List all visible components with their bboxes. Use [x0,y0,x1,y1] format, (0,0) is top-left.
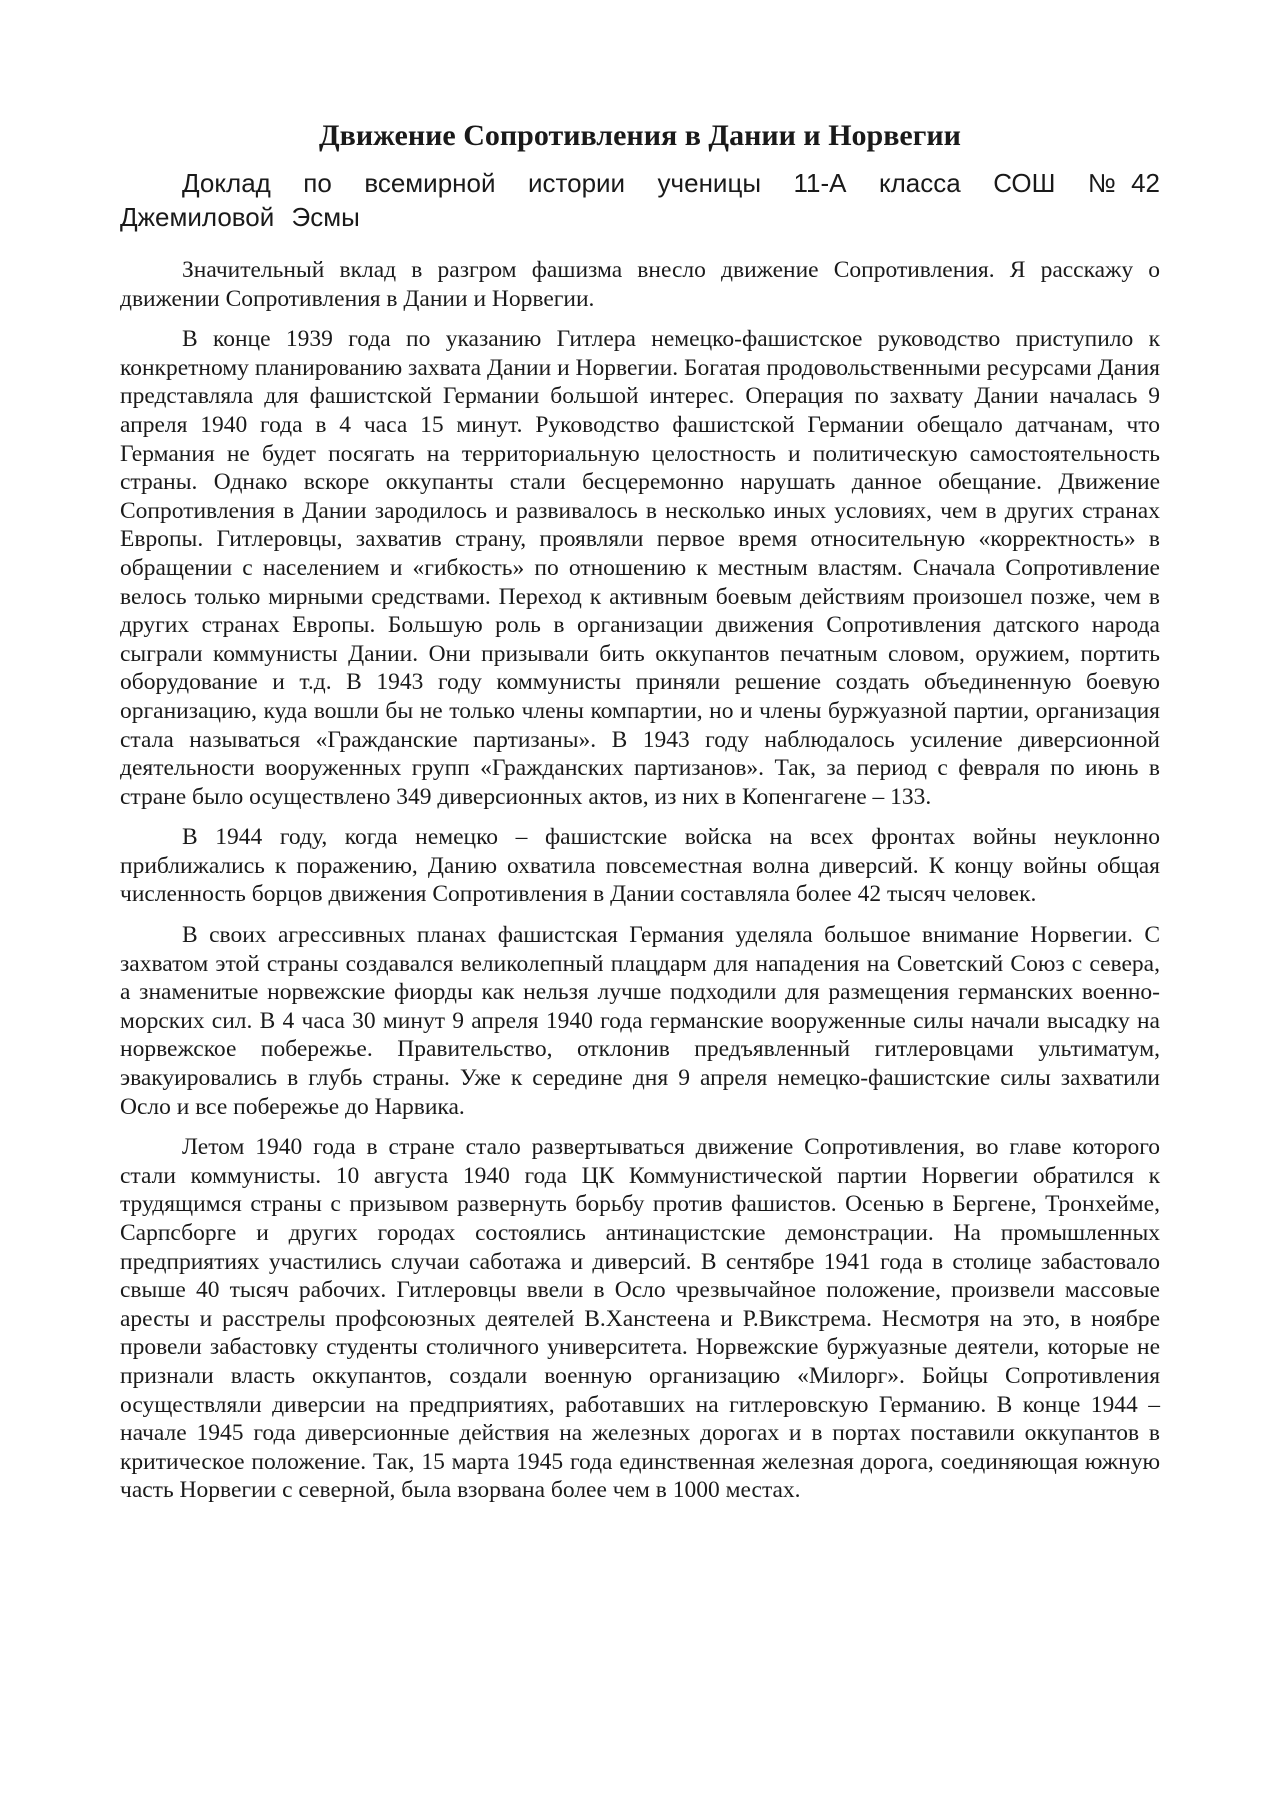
paragraph-norway-resistance: Летом 1940 года в стране стало развертываться движение Сопротивления, во главе которого стали коммунисты. 10 августа 1940 года ЦК Коммунистической партии Норвегии обратился к трудящимся страны с призывом развернуть борьбу против фашистов. Осенью в Бергене, Тронхейме, Сарпсборге и других городах состоялись антинацистские демонстрации. На промышленных предприятиях участились случаи саботажа и диверсий. В сентябре 1941 года в столице забастовало свыше 40 тысяч рабочих. Гитлеровцы ввели в Осло чрезвычайное положение, произвели массовые аресты и расстрелы профсоюзных деятелей В.Ханстеена и Р.Викстрема. Несмотря на это, в ноябре провели забастовку студенты столичного университета. Норвежские буржуазные деятели, которые не признали власть оккупантов, создали военную организацию «Милорг». Бойцы Сопротивления осуществляли диверсии на предприятиях, работавших на гитлеровскую Германию. В конце 1944 – начале 1945 года диверсионные действия на железных дорогах и в портах поставили оккупантов в критическое положение. Так, 15 марта 1945 года единственная железная дорога, соединяющая южную часть Норвегии с северной, была взорвана более чем в 1000 местах. [120,1134,1160,1504]
document-subtitle: Доклад по всемирной истории ученицы 11-А класса СОШ №42 Джемиловой Эсмы [120,168,1160,232]
paragraph-norway-occupation: В своих агрессивных планах фашистская Германия уделяла большое внимание Норвегии. С захватом этой страны создавался великолепный плацдарм для нападения на Советский Союз с севера, а знаменитые норвежские фиорды как нельзя лучше подходили для размещения германских военно-морских сил. В 4 часа 30 минут 9 апреля 1940 года германские вооруженные силы начали высадку на норвежское побережье. Правительство, отклонив предъявленный гитлеровцами ультиматум, эвакуировались в глубь страны. Уже к середине дня 9 апреля немецко-фашистские силы захватили Осло и все побережье до Нарвика. [120,922,1160,1120]
paragraph-intro: Значительный вклад в разгром фашизма внесло движение Сопротивления. Я расскажу о движении Сопротивления в Дании и Норвегии. [120,257,1160,312]
document-title: Движение Сопротивления в Дании и Норвегии [319,119,961,152]
paragraph-denmark-1944: В 1944 году, когда немецко – фашистские войска на всех фронтах войны неуклонно приближались к поражению, Данию охватила повсеместная волна диверсий. К концу войны общая численность борцов движения Сопротивления в Дании составляла более 42 тысяч человек. [120,824,1160,908]
document-page [120,118,1160,1517]
paragraph-denmark-occupation: В конце 1939 года по указанию Гитлера немецко-фашистское руководство приступило к конкретному планированию захвата Дании и Норвегии. Богатая продовольственными ресурсами Дания представляла для фашистской Германии большой интерес. Операция по захвату Дании началась 9 апреля 1940 года в 4 часа 15 минут. Руководство фашистской Германии обещало датчанам, что Германия не будет посягать на территориальную целостность и политическую самостоятельность страны. Однако вскоре оккупанты стали бесцеремонно нарушать данное обещание. Движение Сопротивления в Дании зародилось и развивалось в несколько иных условиях, чем в других странах Европы. Гитлеровцы, захватив страну, проявляли первое время относительную «корректность» в обращении с населением и «гибкость» по отношению к местным властям. Сначала Сопротивление велось только мирными средствами. Переход к активным боевым действиям произошел позже, чем в других странах Европы. Большую роль в организации движения Сопротивления датского народа сыграли коммунисты Дании. Они призывали бить оккупантов печатным словом, оружием, портить оборудование и т.д. В 1943 году коммунисты приняли решение создать объединенную боевую организацию, куда вошли бы не только члены компартии, но и члены буржуазной партии, организация стала называться «Гражданские партизаны». В 1943 году наблюдалось усиление диверсионной деятельности вооруженных групп «Гражданских партизанов». Так, за период с февраля по июнь в стране было осуществлено 349 диверсионных актов, из них в Копенгагене – 133. [120,326,1160,810]
